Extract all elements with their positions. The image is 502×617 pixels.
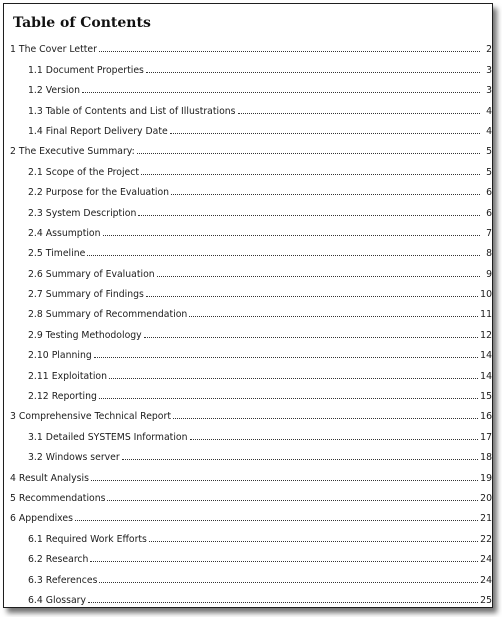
toc-dot-leader: [91, 480, 478, 481]
toc-dot-leader: [146, 296, 478, 297]
toc-entry-number: 2: [10, 146, 16, 158]
toc-dot-leader: [87, 255, 480, 256]
toc-entry[interactable]: [10, 55, 492, 75]
toc-dot-leader: [137, 153, 480, 154]
toc-entry-page-number: 25: [480, 594, 492, 606]
toc-entry-number: 2.10: [28, 350, 49, 362]
toc-entry-number: 1.2: [28, 85, 43, 97]
toc-entry-page-number: 5: [486, 146, 492, 158]
toc-entry[interactable]: [10, 545, 492, 565]
toc-entry-title: Document Properties: [45, 64, 144, 76]
toc-dot-leader: [170, 133, 480, 134]
toc-entry-page-number: 21: [480, 513, 492, 525]
toc-entry[interactable]: [10, 35, 492, 55]
toc-dot-leader: [146, 72, 480, 73]
toc-entry-page-number: 22: [480, 533, 492, 545]
toc-entry-number: 2.11: [28, 370, 49, 382]
toc-entry-title: Version: [45, 85, 80, 97]
toc-entry-title: Planning: [51, 350, 92, 362]
toc-dot-leader: [75, 520, 478, 521]
toc-entry-number: 2.8: [28, 309, 43, 321]
table-of-contents: [10, 35, 492, 606]
toc-dot-leader: [144, 337, 478, 338]
toc-entry-number: 5: [10, 492, 16, 504]
toc-entry[interactable]: [10, 402, 492, 422]
toc-entry-number: 2.7: [28, 289, 43, 301]
toc-dot-leader: [138, 215, 480, 216]
toc-entry-number: 3.1: [28, 431, 43, 443]
toc-entry-number: 4: [10, 472, 16, 484]
toc-entry-number: 2.3: [28, 207, 43, 219]
toc-entry-number: 6: [10, 513, 16, 525]
toc-entry[interactable]: [10, 280, 492, 300]
toc-entry-title: Result Analysis: [18, 472, 89, 484]
toc-entry-title: Exploitation: [51, 370, 107, 382]
toc-dot-leader: [90, 561, 478, 562]
toc-entry-title: Recommendations: [18, 492, 106, 504]
toc-entry[interactable]: [10, 137, 492, 157]
toc-entry-number: 1: [10, 44, 16, 56]
toc-entry-page-number: 3: [486, 64, 492, 76]
toc-entry[interactable]: [10, 219, 492, 239]
toc-entry-page-number: 4: [486, 125, 492, 137]
toc-entry-title: Timeline: [45, 248, 86, 260]
toc-dot-leader: [107, 500, 478, 501]
toc-dot-leader: [99, 582, 478, 583]
toc-dot-leader: [122, 459, 478, 460]
toc-entry[interactable]: [10, 382, 492, 402]
toc-entry[interactable]: [10, 320, 492, 340]
toc-entry-title: Glossary: [45, 594, 86, 606]
toc-entry-page-number: 20: [480, 492, 492, 504]
toc-entry-page-number: 16: [480, 411, 492, 423]
toc-entry-number: 1.4: [28, 125, 43, 137]
toc-entry[interactable]: [10, 259, 492, 279]
toc-entry-title: System Description: [45, 207, 137, 219]
toc-entry[interactable]: [10, 341, 492, 361]
toc-entry[interactable]: [10, 76, 492, 96]
toc-entry-number: 3: [10, 411, 16, 423]
toc-dot-leader: [99, 398, 478, 399]
toc-entry-number: 2.5: [28, 248, 43, 260]
toc-dot-leader: [94, 357, 478, 358]
toc-entry[interactable]: [10, 239, 492, 259]
toc-entry-number: 6.1: [28, 533, 43, 545]
toc-entry-title: Summary of Findings: [45, 289, 144, 301]
toc-entry-title: Summary of Recommendation: [45, 309, 188, 321]
toc-entry-page-number: 10: [480, 289, 492, 301]
toc-entry-title: The Executive Summary:: [18, 146, 135, 158]
toc-entry[interactable]: [10, 117, 492, 137]
toc-entry-page-number: 12: [480, 329, 492, 341]
toc-entry[interactable]: [10, 565, 492, 585]
toc-entry-number: 2.12: [28, 391, 49, 403]
toc-dot-leader: [238, 113, 480, 114]
toc-entry-number: 2.9: [28, 329, 43, 341]
toc-entry-title: Scope of the Project: [45, 166, 140, 178]
toc-entry-number: 6.4: [28, 594, 43, 606]
toc-entry-title: Windows server: [45, 452, 120, 464]
document-page: [3, 3, 493, 608]
toc-dot-leader: [149, 541, 478, 542]
toc-entry[interactable]: [10, 443, 492, 463]
page-title: Table of Contents: [13, 15, 151, 31]
toc-entry-page-number: 9: [486, 268, 492, 280]
toc-entry-page-number: 6: [486, 187, 492, 199]
toc-dot-leader: [141, 174, 480, 175]
toc-entry-title: Comprehensive Technical Report: [18, 411, 171, 423]
toc-entry-title: Detailed SYSTEMS Information: [45, 431, 188, 443]
toc-entry[interactable]: [10, 157, 492, 177]
toc-entry-page-number: 5: [486, 166, 492, 178]
toc-entry-page-number: 3: [486, 85, 492, 97]
toc-entry-page-number: 18: [480, 452, 492, 464]
toc-entry-page-number: 4: [486, 105, 492, 117]
toc-entry[interactable]: [10, 586, 492, 606]
toc-entry-number: 2.6: [28, 268, 43, 280]
toc-dot-leader: [189, 316, 478, 317]
toc-entry-page-number: 8: [486, 248, 492, 260]
toc-entry[interactable]: [10, 463, 492, 483]
toc-entry[interactable]: [10, 178, 492, 198]
toc-dot-leader: [190, 439, 479, 440]
toc-entry-title: Required Work Efforts: [45, 533, 147, 545]
toc-entry-page-number: 2: [486, 44, 492, 56]
toc-entry-number: 1.1: [28, 64, 43, 76]
toc-entry-number: 2.2: [28, 187, 43, 199]
toc-entry[interactable]: [10, 198, 492, 218]
toc-dot-leader: [173, 418, 478, 419]
toc-entry-page-number: 11: [480, 309, 492, 321]
toc-dot-leader: [157, 276, 480, 277]
toc-entry-title: Reporting: [51, 391, 97, 403]
toc-dot-leader: [103, 235, 480, 236]
toc-entry-title: Purpose for the Evaluation: [45, 187, 170, 199]
toc-entry[interactable]: [10, 300, 492, 320]
toc-entry-page-number: 24: [480, 554, 492, 566]
toc-entry-number: 1.3: [28, 105, 43, 117]
toc-entry-page-number: 24: [480, 574, 492, 586]
toc-dot-leader: [171, 194, 480, 195]
toc-entry-title: Summary of Evaluation: [45, 268, 155, 280]
toc-entry-title: Table of Contents and List of Illustrations: [45, 105, 236, 117]
toc-dot-leader: [109, 378, 478, 379]
toc-entry[interactable]: [10, 484, 492, 504]
toc-entry-title: Research: [45, 554, 89, 566]
toc-entry-page-number: 15: [480, 391, 492, 403]
toc-entry-title: References: [45, 574, 98, 586]
toc-dot-leader: [88, 602, 478, 603]
toc-entry-page-number: 7: [486, 227, 492, 239]
toc-entry-title: Testing Methodology: [45, 329, 142, 341]
toc-entry-title: Final Report Delivery Date: [45, 125, 168, 137]
toc-entry-page-number: 14: [480, 370, 492, 382]
toc-entry-number: 3.2: [28, 452, 43, 464]
toc-entry[interactable]: [10, 361, 492, 381]
toc-entry-number: 6.3: [28, 574, 43, 586]
toc-entry-page-number: 14: [480, 350, 492, 362]
toc-dot-leader: [82, 92, 480, 93]
toc-entry-title: The Cover Letter: [18, 44, 97, 56]
toc-entry-number: 2.1: [28, 166, 43, 178]
toc-dot-leader: [99, 51, 480, 52]
toc-entry-number: 2.4: [28, 227, 43, 239]
toc-entry[interactable]: [10, 422, 492, 442]
toc-entry-number: 6.2: [28, 554, 43, 566]
toc-entry-title: Assumption: [45, 227, 101, 239]
toc-entry[interactable]: [10, 96, 492, 116]
toc-entry[interactable]: [10, 524, 492, 544]
toc-entry-page-number: 17: [480, 431, 492, 443]
toc-entry[interactable]: [10, 504, 492, 524]
toc-entry-page-number: 6: [486, 207, 492, 219]
toc-entry-page-number: 19: [480, 472, 492, 484]
toc-entry-title: Appendixes: [18, 513, 73, 525]
